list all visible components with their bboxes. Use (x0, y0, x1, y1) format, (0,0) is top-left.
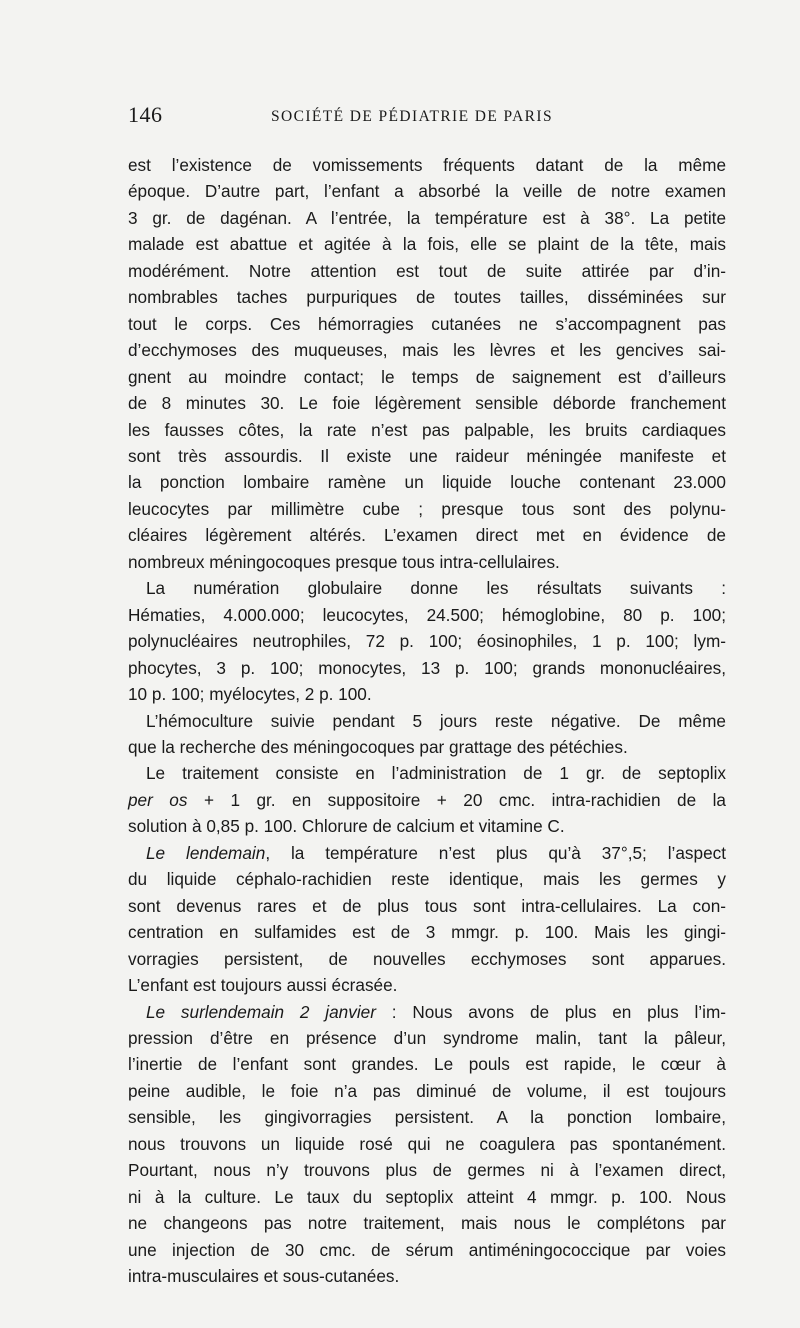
text-line: malade est abattue et agitée à la fois, elle se plaint de la tête, mais (128, 234, 726, 255)
text-line: L’hémoculture suivie pendant 5 jours reste négative. De même (146, 710, 726, 731)
text-line: per os + 1 gr. en suppositoire + 20 cmc. intra-rachidien de la (128, 789, 726, 810)
text-line: Hématies, 4.000.000; leucocytes, 24.500; hémoglobine, 80 p. 100; (128, 604, 726, 625)
text-line: centration en sulfamides est de 3 mmgr. p. 100. Mais les gingi- (128, 922, 726, 943)
text-line: ne changeons pas notre traitement, mais nous le complétons par (128, 1213, 726, 1234)
text-line: vorragies persistent, de nouvelles ecchymoses sont apparues. (128, 948, 726, 969)
text-line: cléaires légèrement altérés. L’examen direct met en évidence de (128, 525, 726, 546)
text-line: sont devenus rares et de plus tous sont intra-cellulaires. La con- (128, 895, 726, 916)
body-text (128, 152, 726, 1289)
text-line: époque. D’autre part, l’enfant a absorbé la veille de notre examen (128, 181, 726, 202)
text-line: intra-musculaires et sous-cutanées. (128, 1266, 400, 1287)
text-line: sont très assourdis. Il existe une raideur méningée manifeste et (128, 445, 726, 466)
paragraph (128, 575, 726, 707)
text-line: La numération globulaire donne les résultats suivants : (146, 578, 726, 599)
page-number: 146 (128, 102, 163, 127)
paragraph (128, 152, 726, 575)
text-line: tout le corps. Ces hémorragies cutanées ne s’accompagnent pas (128, 313, 726, 334)
text-line: de 8 minutes 30. Le foie légèrement sensible déborde franchement (128, 393, 726, 414)
text-line: Pourtant, nous n’y trouvons plus de germes ni à l’examen direct, (128, 1160, 726, 1181)
text-line: du liquide céphalo-rachidien reste identique, mais les germes y (128, 869, 726, 890)
text-line: L’enfant est toujours aussi écrasée. (128, 975, 398, 996)
text-line: est l’existence de vomissements fréquents datant de la même (128, 155, 726, 175)
text-line: peine audible, le foie n’a pas diminué de volume, il est toujours (128, 1080, 726, 1101)
text-line: une injection de 30 cmc. de sérum antiméningococcique par voies (128, 1239, 726, 1260)
text-line: 10 p. 100; myélocytes, 2 p. 100. (128, 684, 372, 705)
page-header (128, 102, 726, 132)
text-line: 3 gr. de dagénan. A l’entrée, la température est à 38°. La petite (128, 207, 726, 228)
text-line: Le surlendemain 2 janvier : Nous avons de plus en plus l’im- (146, 1001, 726, 1022)
text-line: nous trouvons un liquide rosé qui ne coagulera pas spontanément. (128, 1133, 726, 1154)
text-line: nombrables taches purpuriques de toutes tailles, disséminées sur (128, 287, 726, 308)
text-line: modérément. Notre attention est tout de suite attirée par d’in- (128, 260, 726, 281)
running-head: SOCIÉTÉ DE PÉDIATRIE DE PARIS (271, 108, 554, 125)
text-line: la ponction lombaire ramène un liquide louche contenant 23.000 (128, 472, 726, 493)
paragraph (128, 999, 726, 1290)
text-line: phocytes, 3 p. 100; monocytes, 13 p. 100; grands mononucléaires, (128, 657, 726, 678)
text-line: polynucléaires neutrophiles, 72 p. 100; éosinophiles, 1 p. 100; lym- (128, 631, 726, 652)
text-line: ni à la culture. Le taux du septoplix atteint 4 mmgr. p. 100. Nous (128, 1186, 726, 1207)
text-line: gnent au moindre contact; le temps de saignement est d’ailleurs (128, 366, 726, 387)
paragraph (128, 760, 726, 839)
paragraph (128, 708, 726, 761)
text-line: leucocytes par millimètre cube ; presque tous sont des polynu- (128, 498, 726, 519)
text-line: d’ecchymoses des muqueuses, mais les lèvres et les gencives sai- (128, 340, 726, 361)
paragraph (128, 840, 726, 999)
text-line: Le traitement consiste en l’administration de 1 gr. de septoplix (146, 763, 726, 784)
text-line: l’inertie de l’enfant sont grandes. Le pouls est rapide, le cœur à (128, 1054, 726, 1075)
text-line: nombreux méningocoques presque tous intra-cellulaires. (128, 551, 560, 572)
text-line: sensible, les gingivorragies persistent. A la ponction lombaire, (128, 1107, 726, 1128)
text-line: que la recherche des méningocoques par grattage des pétéchies. (128, 736, 628, 757)
text-line: pression d’être en présence d’un syndrome malin, tant la pâleur, (128, 1027, 726, 1048)
text-line: Le lendemain, la température n’est plus qu’à 37°,5; l’aspect (146, 842, 726, 863)
text-line: les fausses côtes, la rate n’est pas palpable, les bruits cardiaques (128, 419, 726, 440)
text-line: solution à 0,85 p. 100. Chlorure de calcium et vitamine C. (128, 816, 565, 837)
